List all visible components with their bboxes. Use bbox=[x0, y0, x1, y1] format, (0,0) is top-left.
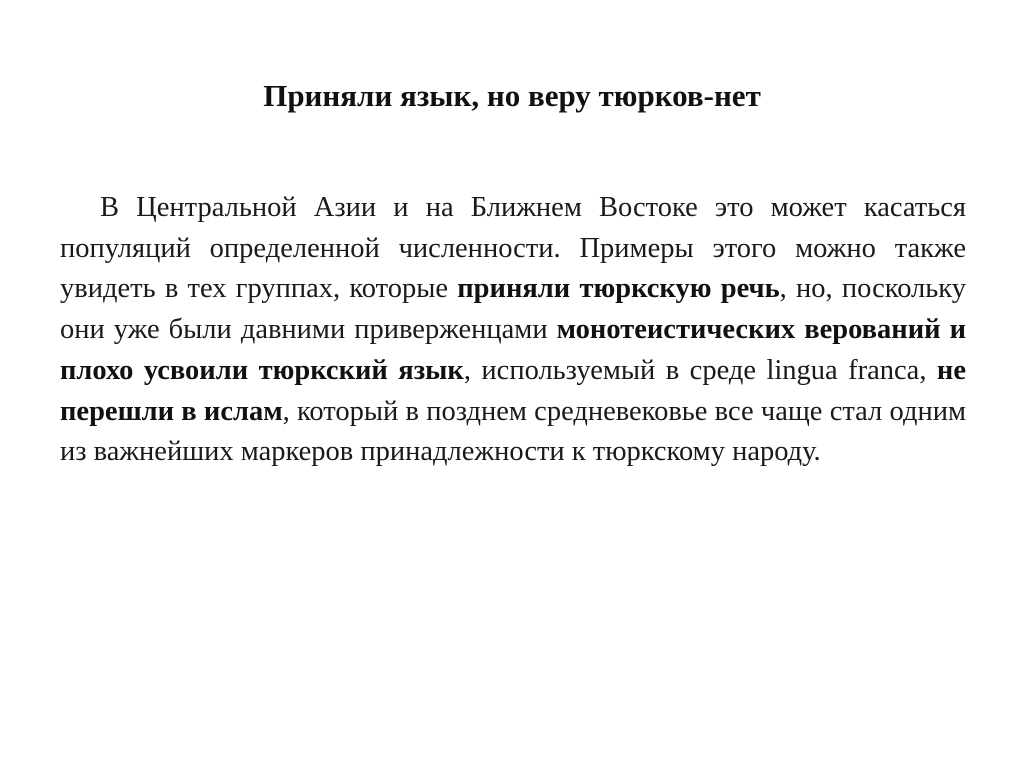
bold-text-run: приняли тюркскую речь bbox=[457, 273, 780, 305]
text-run: В Центральной Азии и на Ближнем Востоке это может касаться популяций определенной численности. Примеры этого можно также увидеть в тех группах, которые bbox=[60, 192, 966, 305]
body-paragraph bbox=[60, 188, 966, 473]
bold-text-run: не перешли в ислам bbox=[60, 354, 966, 427]
text-run: , но, поскольку они уже были давними приверженцами bbox=[60, 273, 966, 346]
text-run: , используемый в среде lingua franca, bbox=[463, 354, 937, 386]
slide-title: Приняли язык, но веру тюрков-нет bbox=[263, 78, 761, 113]
bold-text-run: монотеистических верований и плохо усвоили тюркский язык bbox=[60, 314, 966, 386]
text-run: , который в позднем средневековье все чаще стал одним из важнейших маркеров принадлежности к тюркскому народу. bbox=[60, 395, 966, 468]
